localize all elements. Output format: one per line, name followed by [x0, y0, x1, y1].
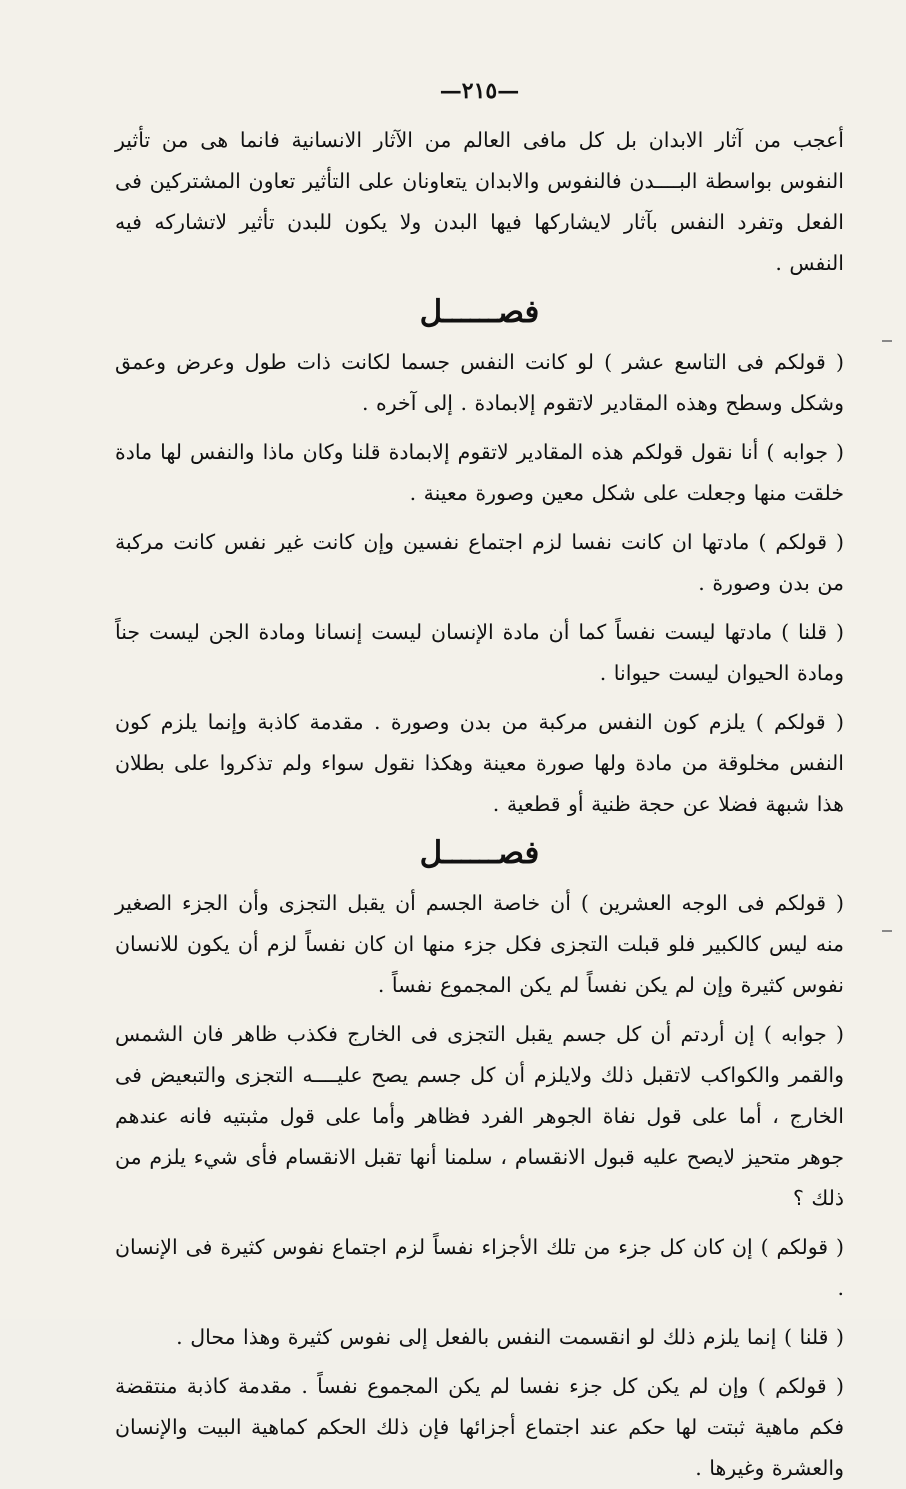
- paragraph: ( قولكم فى التاسع عشر ) لو كانت النفس جسما لكانت ذات طول وعرض وعمق وشكل وسطح وهذه المقادير لاتقوم إلابمادة . إلى آخره .: [115, 350, 844, 415]
- page-edge-mark: [882, 930, 892, 932]
- paragraph: ( جوابه ) أنا نقول قولكم هذه المقادير لاتقوم إلابمادة قلنا وكان ماذا والنفس لها مادة خلقت منها وجعلت على شكل معين وصورة معينة .: [115, 440, 844, 505]
- paragraph: ( قولكم فى الوجه العشرين ) أن خاصة الجسم أن يقبل التجزى وأن الجزء الصغير منه ليس كالكبير فلو قبلت التجزى فكل جزء منها ان كان نفساً لزم أن يكون للانسان نفوس كثيرة وإن لم يكن نفساً لم يكن المجموع نفساً .: [115, 891, 844, 997]
- paragraph: ( جوابه ) إن أردتم أن كل جسم يقبل التجزى فى الخارج فكذب ظاهر فان الشمس والقمر والكواكب لاتقبل ذلك ولايلزم أن كل جسم يصح عليــــه التجزى والتبعيض فى الخارج ، أما على قول نفاة الجوهر الفرد فظاهر وأما على قول مثبتيه فانه عندهم جوهر متحيز لايصح عليه قبول الانقسام ، سلمنا أنها تقبل الانقسام فأى شيء يلزم من ذلك ؟: [115, 1022, 844, 1210]
- page-number: —٢١٥—: [439, 78, 520, 104]
- section-title: فصــــــل: [419, 294, 540, 330]
- paragraph: ( قولكم ) مادتها ان كانت نفسا لزم اجتماع نفسين وإن كانت غير نفس كانت مركبة من بدن وصورة .: [115, 530, 844, 595]
- paragraph: ( قلنا ) مادتها ليست نفساً كما أن مادة الإنسان ليست إنسانا ومادة الجن ليست جناً ومادة الحيوان ليست حيوانا .: [115, 620, 844, 685]
- paragraph: ( قلنا ) إنما يلزم ذلك لو انقسمت النفس بالفعل إلى نفوس كثيرة وهذا محال .: [176, 1325, 844, 1349]
- paragraph: ( قولكم ) وإن لم يكن كل جزء نفسا لم يكن المجموع نفساً . مقدمة كاذبة منتقضة فكم ماهية ثبتت لها حكم عند اجتماع أجزائها فإن ذلك الحكم كماهية البيت والإنسان والعشرة وغيرها .: [115, 1374, 844, 1480]
- paragraph: ( قولكم ) إن كان كل جزء من تلك الأجزاء نفساً لزم اجتماع نفوس كثيرة فى الإنسان .: [115, 1235, 844, 1300]
- intro-paragraph: أعجب من آثار الابدان بل كل مافى العالم من الآثار الانسانية فانما هى من تأثير النفوس بواسطة البــــدن فالنفوس والابدان يتعاونان على التأثير تعاون المشتركين فى الفعل وتفرد النفس بآثار لايشاركها فيها البدن ولا يكون للبدن تأثير لاتشاركه فيه النفس .: [115, 128, 844, 275]
- section-title: فصــــــل: [419, 835, 540, 871]
- paragraph: ( قولكم ) يلزم كون النفس مركبة من بدن وصورة . مقدمة كاذبة وإنما يلزم كون النفس مخلوقة من مادة ولها صورة معينة وهكذا نقول سواء ولم تذكروا على بطلان هذا شبهة فضلا عن حجة ظنية أو قطعية .: [115, 710, 844, 816]
- page-edge-mark: [882, 340, 892, 342]
